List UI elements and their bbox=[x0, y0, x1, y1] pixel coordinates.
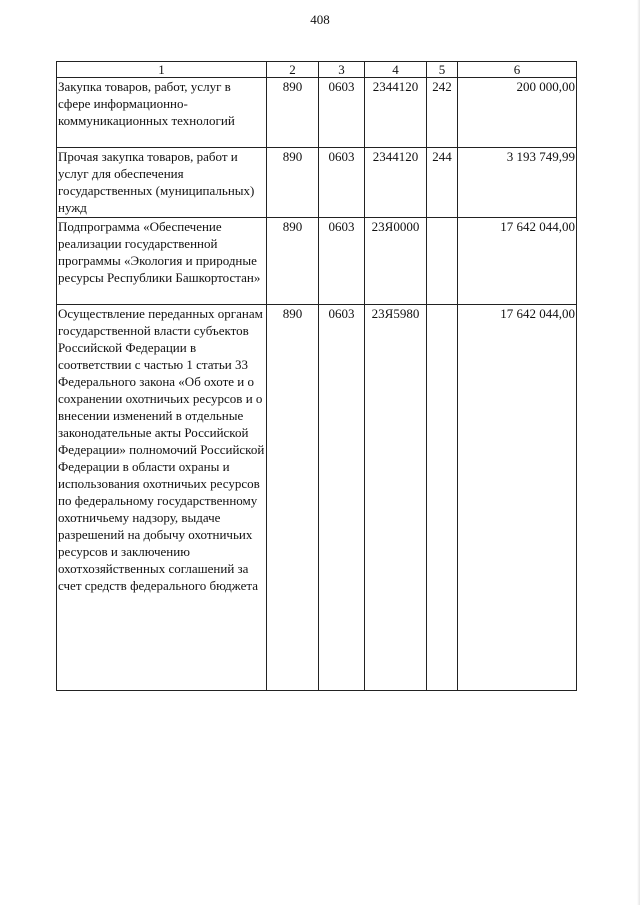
column-header: 6 bbox=[458, 62, 577, 78]
amount: 17 642 044,00 bbox=[458, 218, 577, 305]
ministry-code: 890 bbox=[267, 218, 319, 305]
column-header: 3 bbox=[319, 62, 365, 78]
section-code: 0603 bbox=[319, 305, 365, 691]
amount: 17 642 044,00 bbox=[458, 305, 577, 691]
table-row bbox=[57, 78, 577, 148]
column-header: 1 bbox=[57, 62, 267, 78]
table-row bbox=[57, 148, 577, 218]
ministry-code: 890 bbox=[267, 305, 319, 691]
ministry-code: 890 bbox=[267, 148, 319, 218]
expense-type-code: 242 bbox=[427, 78, 458, 148]
row-description: Подпрограмма «Обеспечение реализации государственной программы «Экология и природные ресурсы Республики Башкортостан» bbox=[57, 218, 267, 305]
expense-type-code: 244 bbox=[427, 148, 458, 218]
amount: 3 193 749,99 bbox=[458, 148, 577, 218]
table-header-row bbox=[57, 62, 577, 78]
row-description: Прочая закупка товаров, работ и услуг для обеспечения государственных (муниципальных) нужд bbox=[57, 148, 267, 218]
table-row bbox=[57, 305, 577, 691]
table-row bbox=[57, 218, 577, 305]
column-header: 2 bbox=[267, 62, 319, 78]
target-article-code: 2344120 bbox=[365, 78, 427, 148]
row-description: Осуществление переданных органам государственной власти субъектов Российской Федерации в соответствии с частью 1 статьи 33 Федерального закона «Об охоте и о сохранении охотничьих ресурсов и о внесении изменений в отдельные законодательные акты Российской Федерации» полномочий Российской Федерации в области охраны и использования охотничьих ресурсов по федеральному государственному охотничьему надзору, выдаче разрешений на добычу охотничьих ресурсов и заключению охотхозяйственных соглашений за счет средств федерального бюджета bbox=[57, 305, 267, 691]
row-description: Закупка товаров, работ, услуг в сфере информационно-коммуникационных технологий bbox=[57, 78, 267, 148]
section-code: 0603 bbox=[319, 148, 365, 218]
section-code: 0603 bbox=[319, 218, 365, 305]
section-code: 0603 bbox=[319, 78, 365, 148]
target-article-code: 23Я0000 bbox=[365, 218, 427, 305]
expense-type-code bbox=[427, 305, 458, 691]
column-header: 4 bbox=[365, 62, 427, 78]
ministry-code: 890 bbox=[267, 78, 319, 148]
target-article-code: 2344120 bbox=[365, 148, 427, 218]
column-header: 5 bbox=[427, 62, 458, 78]
amount: 200 000,00 bbox=[458, 78, 577, 148]
budget-table bbox=[56, 61, 577, 691]
page-number: 408 bbox=[310, 12, 330, 27]
expense-type-code bbox=[427, 218, 458, 305]
target-article-code: 23Я5980 bbox=[365, 305, 427, 691]
